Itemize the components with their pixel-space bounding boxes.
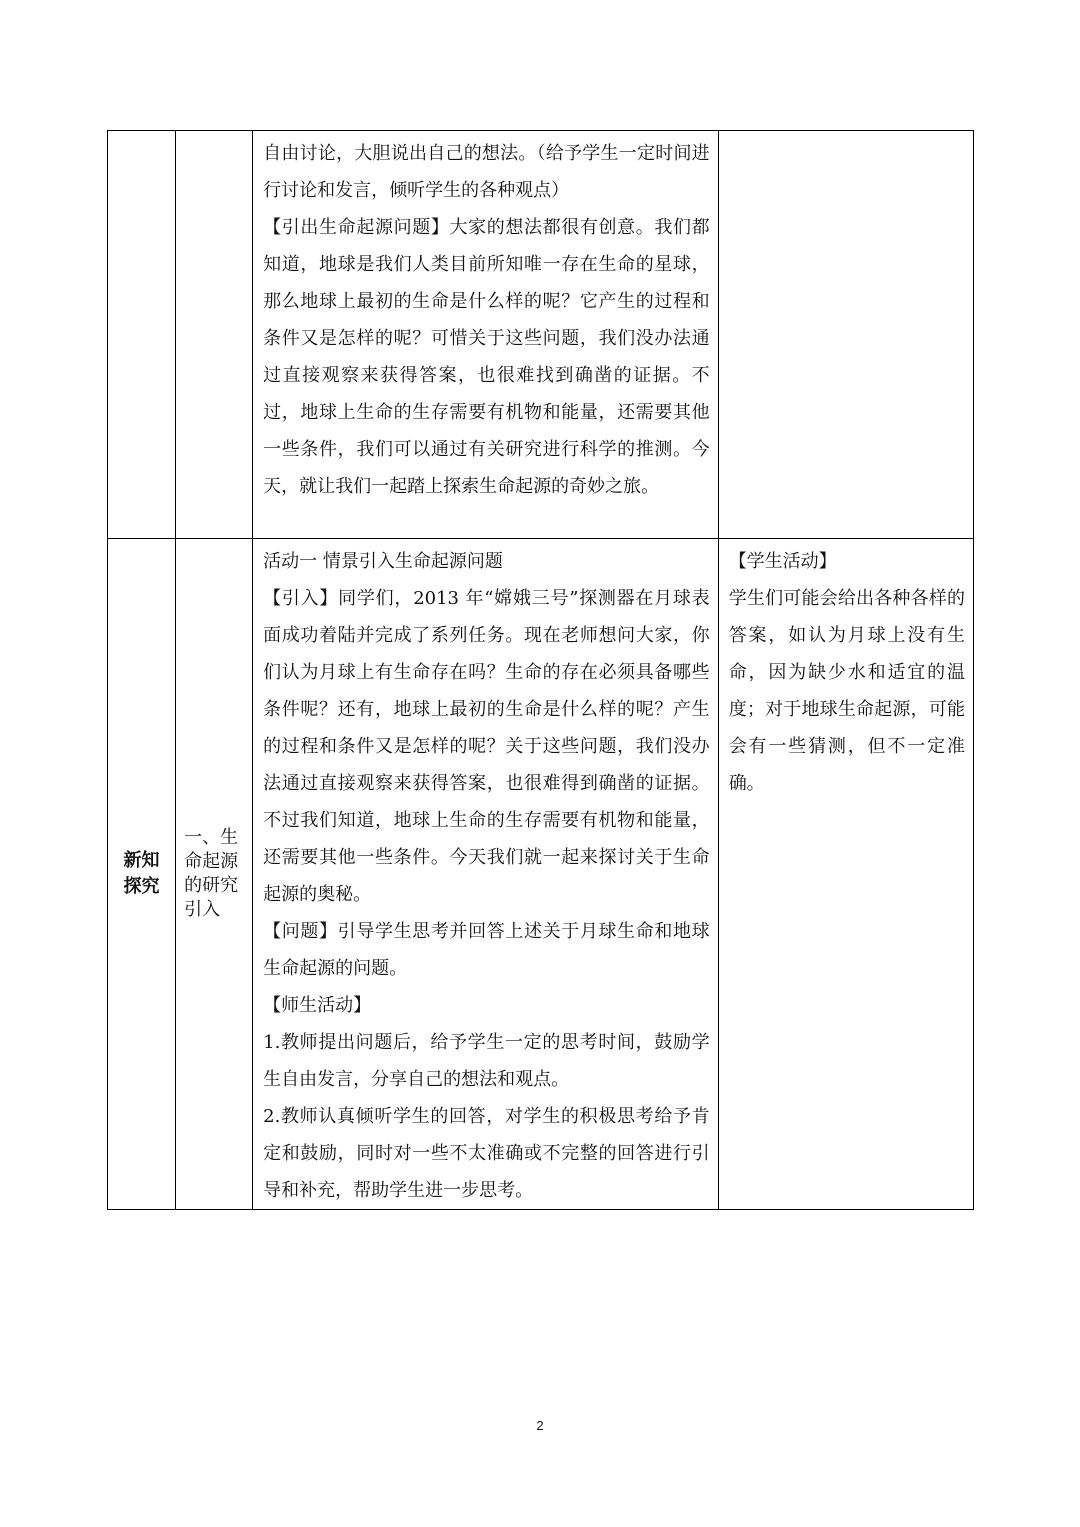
content-cell [253,539,719,1210]
section-cell-empty [108,131,176,539]
student-activity-heading: 【学生活动】 [728,551,837,572]
content-paragraph: 【引入】同学们，2013 年“嫦娥三号”探测器在月球表面成功着陆并完成了系列任务。现在老师想问大家，你们认为月球上有生命存在吗？生命的存在必须具备哪些条件呢？还有，地球上最初的生命是什么样的呢？产生的过程和条件又是怎样的呢？关于这些问题，我们没办法通过直接观察来获得答案，也很难得到确凿的证据。不过我们知道，地球上生命的生存需要有机物和能量，还需要其他一些条件。今天我们就一起来探讨关于生命起源的奥秘。 [263,588,710,905]
content-paragraph: 自由讨论，大胆说出自己的想法。（给予学生一定时间进行讨论和发言，倾听学生的各种观点） [263,143,710,201]
page-number: 2 [536,1418,544,1433]
lesson-plan-table [107,130,974,1210]
subsection-cell [176,539,253,1210]
section-cell [108,539,176,1210]
content-paragraph: 2.教师认真倾听学生的回答，对学生的积极思考给予肯定和鼓励，同时对一些不太准确或不完整的回答进行引导和补充，帮助学生进一步思考。 [263,1106,710,1201]
table-row [108,131,974,539]
student-activity-text: 学生们可能会给出各种各样的答案，如认为月球上没有生命，因为缺少水和适宜的温度；对于地球生命起源，可能会有一些猜测，但不一定准确。 [728,588,965,794]
content-cell [253,131,719,539]
activity-title: 活动一 情景引入生命起源问题 [263,551,503,572]
student-activity-cell-empty [718,131,973,539]
content-paragraph: 【引出生命起源问题】大家的想法都很有创意。我们都知道，地球是我们人类目前所知唯一存在生命的星球，那么地球上最初的生命是什么样的呢？它产生的过程和条件又是怎样的呢？可惜关于这些问题，我们没办法通过直接观察来获得答案，也很难找到确凿的证据。不过，地球上生命的生存需要有机物和能量，还需要其他一些条件，我们可以通过有关研究进行科学的推测。今天，就让我们一起踏上探索生命起源的奇妙之旅。 [263,217,710,497]
content-paragraph: 【问题】引导学生思考并回答上述关于月球生命和地球生命起源的问题。 [263,921,710,979]
content-heading: 【师生活动】 [263,995,372,1016]
subsection-label: 一、生命起源的研究引入 [184,827,239,920]
table-row [108,539,974,1210]
content-paragraph: 1.教师提出问题后，给予学生一定的思考时间，鼓励学生自由发言，分享自己的想法和观点。 [263,1032,710,1090]
subsection-cell-empty [176,131,253,539]
student-activity-cell [718,539,973,1210]
section-label: 新知探究 [123,850,160,897]
